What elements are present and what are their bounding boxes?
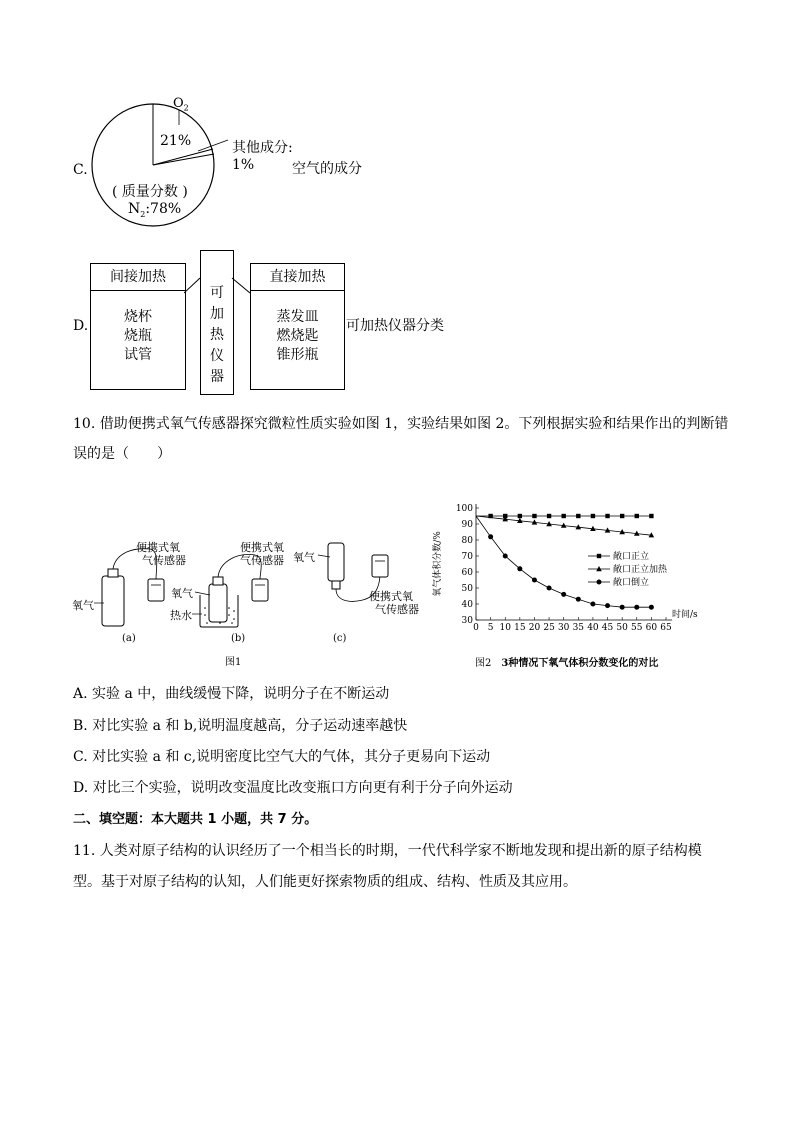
x-tick-label: 5 [487,623,494,633]
data-point-square [635,514,639,518]
data-point-circle [561,592,566,597]
data-point-circle [634,605,639,610]
direct-heating-list [251,308,344,365]
direct-item: 蒸发皿 [276,309,319,325]
c-sensor-label [369,590,419,616]
q11-line2: 型。基于对原子结构的认知，人们能更好探索物质的组成、结构、性质及其应用。 [73,874,577,890]
data-point-square [532,514,536,518]
data-point-square [605,514,609,518]
o2-label-text: O [173,96,184,111]
legend-marker-triangle [596,566,602,571]
y-tick-label: 40 [461,600,473,610]
c-sensor-line1: 便携式氧 [369,590,413,603]
data-point-circle [547,586,552,591]
q10-option-c: C. 对比实验 a 和 c,说明密度比空气大的气体，其分子更易向下运动 [73,749,491,765]
b-sensor-line2: 气传感器 [240,554,284,567]
legend-label: 敞口倒立 [613,578,650,588]
c-caption: (c) [333,633,347,644]
c-sensor-line2: 气传感器 [375,603,419,616]
y-tick-label: 60 [461,568,473,578]
a-sensor-line2: 气传感器 [142,554,186,567]
y-tick-label: 50 [461,584,473,594]
indirect-heating-list [91,308,185,365]
q11-line1: 11. 人类对原子结构的认识经历了一个相当长的时期，一代代科学家不断地发现和提出新的原子结构模 [73,843,702,859]
center-char: 器 [210,369,224,385]
o2-percent: 21% [160,133,192,149]
b-caption: (b) [231,633,246,644]
indirect-heating-title: 间接加热 [91,264,185,291]
b-sensor-line1: 便携式氧 [240,541,284,554]
legend-label: 敞口正立加热 [613,565,668,575]
y-tick-label: 100 [455,504,473,514]
x-tick-label: 20 [528,623,541,633]
y-tick-label: 80 [461,536,473,546]
section-heading: 二、填空题：本大题共 1 小题，共 7 分。 [73,812,318,827]
b-water-label: 热水 [170,609,192,622]
indirect-item: 烧瓶 [124,328,152,344]
a-caption: (a) [122,633,136,644]
o2-label [173,94,189,119]
others-label: 其他成分: [232,140,293,156]
data-point-circle [605,603,610,608]
others-percent: 1% [232,157,255,173]
y-tick-label: 30 [461,616,473,626]
center-char: 热 [210,327,224,343]
data-point-square [620,514,624,518]
x-tick-label: 35 [572,623,585,633]
figure2-caption-text: 3种情况下氧气体积分数变化的对比 [501,658,659,669]
data-point-circle [590,602,595,607]
direct-heating-box [250,263,345,390]
connector-right [232,278,250,293]
data-point-square [576,514,580,518]
data-point-square [547,514,551,518]
y-axis-label: 氧气体积分数/% [433,531,443,597]
y-tick-label: 70 [461,552,473,562]
x-tick-label: 60 [645,623,658,633]
x-tick-label: 45 [601,623,614,633]
oxygen-fraction-chart [420,494,730,644]
center-char: 仪 [210,348,224,364]
a-sensor-line1: 便携式氧 [136,541,180,554]
option-d-caption: 可加热仪器分类 [346,318,444,334]
c-gas-label: 氧气 [293,551,315,564]
a-sensor-label [136,541,186,567]
data-point-circle [488,534,493,539]
direct-heating-title: 直接加热 [251,264,344,291]
x-tick-label: 30 [557,623,570,633]
q10-option-b: B. 对比实验 a 和 b,说明温度越高，分子运动速率越快 [73,718,408,734]
direct-item: 锥形瓶 [276,347,319,363]
b-gas-label: 氧气 [171,587,193,600]
connector-lines [184,263,254,303]
q10-line1: 10. 借助便携式氧气传感器探究微粒性质实验如图 1，实验结果如图 2。下列根据实验和结果作出的判断错 [73,416,729,432]
figure2-caption [475,654,658,669]
q10-option-a: A. 实验 a 中，曲线缓慢下降，说明分子在不断运动 [73,686,390,702]
n2-label [128,199,181,225]
indirect-heating-box [90,263,186,390]
q10-line2: 误的是（ ） [73,446,171,462]
data-point-circle [620,605,625,610]
x-tick-label: 50 [616,623,628,633]
data-point-square [649,514,653,518]
x-tick-label: 55 [631,623,643,633]
center-char: 加 [210,306,224,322]
mass-fraction-label: ( 质量分数 ) [112,184,188,200]
indirect-item: 烧杯 [124,309,152,325]
data-point-square [591,514,595,518]
data-point-square [561,514,565,518]
x-tick-label: 0 [473,623,479,633]
x-tick-label: 10 [499,623,511,633]
figure1-caption: 图1 [225,657,242,668]
x-tick-label: 25 [543,623,555,633]
data-point-square [518,514,522,518]
o2-label-sub: 2 [183,103,189,113]
direct-item: 燃烧匙 [276,328,319,344]
legend-marker-circle [597,580,602,585]
y-tick-label: 90 [461,520,473,530]
x-tick-label: 15 [514,623,526,633]
figure2-caption-num: 图2 [475,658,492,669]
x-tick-label: 40 [587,623,599,633]
data-point-circle [576,597,581,602]
legend-label: 敞口正立 [613,552,650,562]
indirect-item: 试管 [124,347,152,363]
x-axis-label: 时间/s [672,610,698,620]
option-c-caption: 空气的成分 [292,161,362,177]
x-tick-label: 65 [660,623,672,633]
legend-marker-square [597,554,601,558]
option-c-letter: C. [73,162,88,178]
a-gas-label: 氧气 [72,599,94,612]
n2-value: :78% [145,201,182,217]
n2-prefix: N [128,201,141,217]
data-point-circle [503,554,508,559]
option-d-letter: D. [73,318,89,334]
data-point-circle [649,605,654,610]
q10-option-d: D. 对比三个实验，说明改变温度比改变瓶口方向更有利于分子向外运动 [73,780,513,796]
n2-sub: 2 [140,209,146,219]
data-point-circle [532,578,537,583]
center-char: 可 [210,285,224,301]
b-sensor-label [240,541,284,567]
data-point-circle [517,566,522,571]
connector-left [184,278,200,293]
